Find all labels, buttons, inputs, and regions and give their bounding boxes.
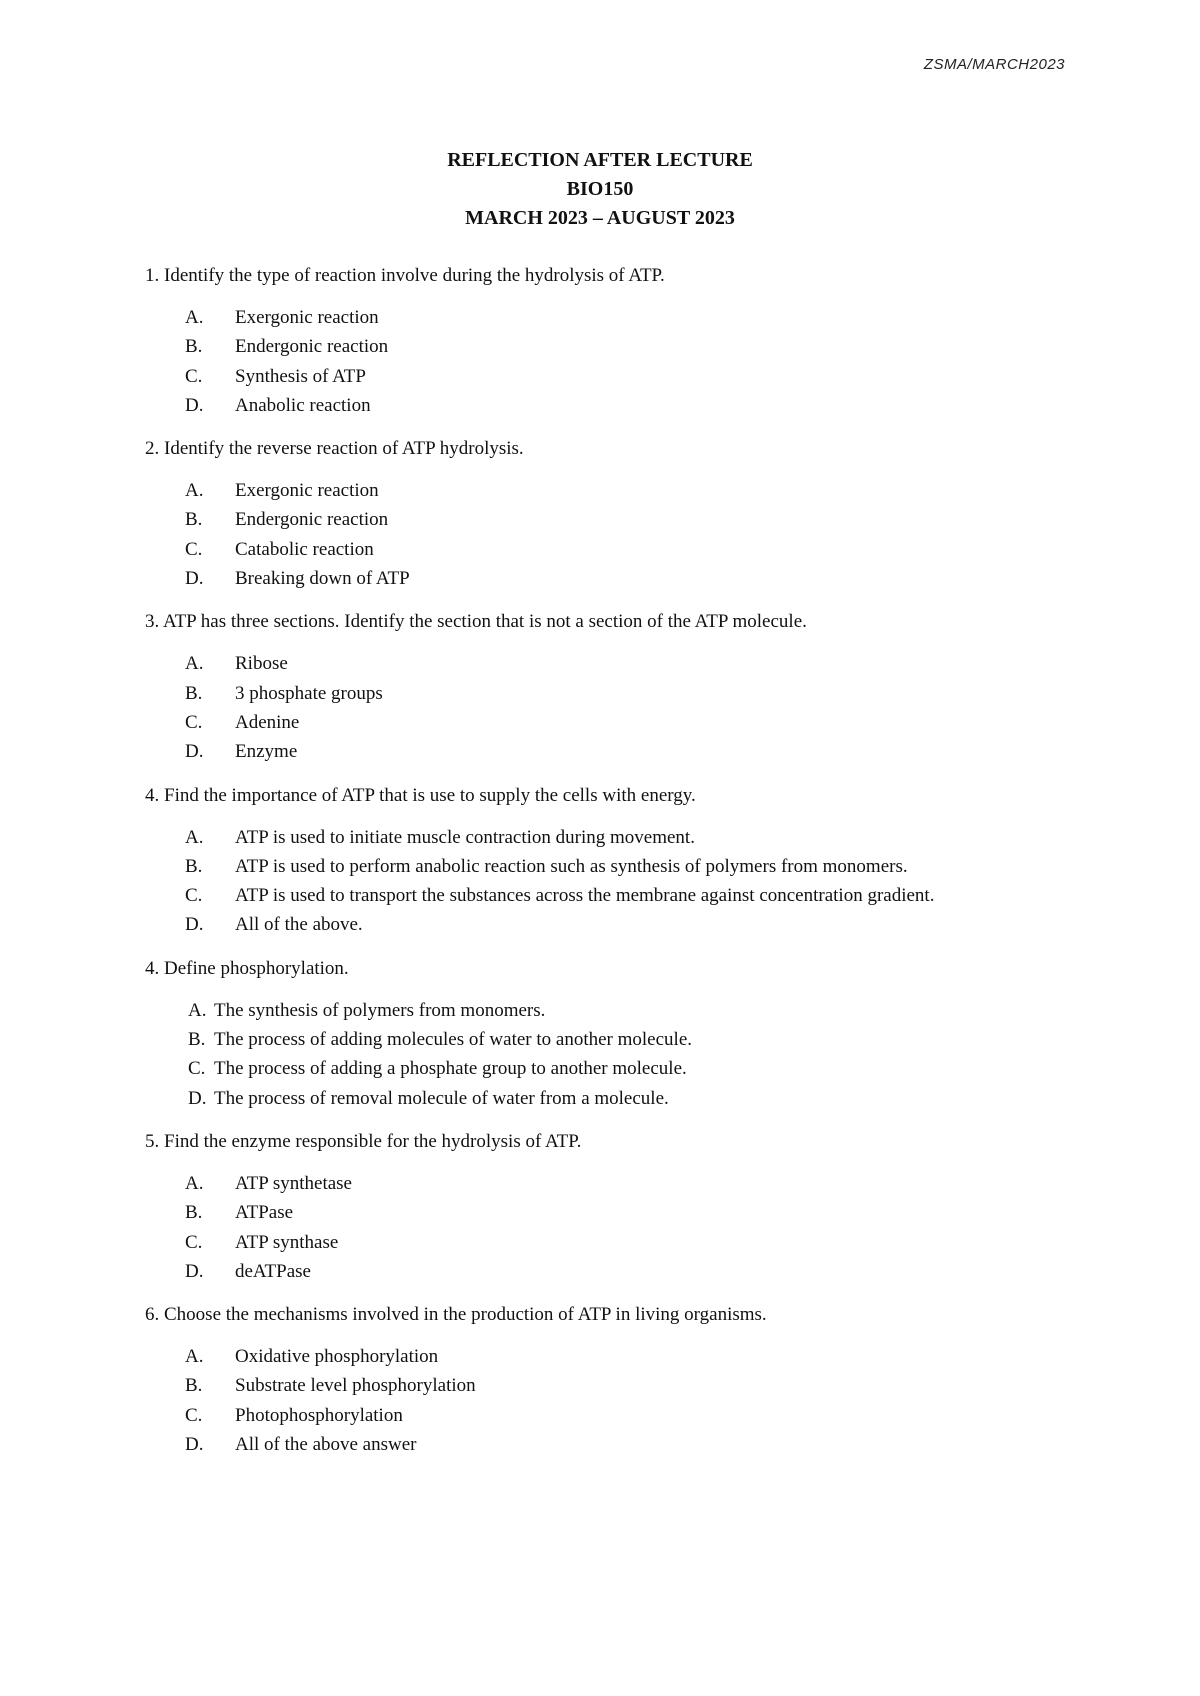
option-text: Exergonic reaction bbox=[235, 480, 379, 502]
option-b bbox=[145, 505, 1085, 534]
option-text: ATP is used to perform anabolic reaction such as synthesis of polymers from monomers. bbox=[235, 855, 908, 877]
option-text: 3 phosphate groups bbox=[235, 682, 383, 704]
option-text: ATP synthetase bbox=[235, 1172, 352, 1194]
option-text: Enzyme bbox=[235, 741, 298, 763]
option-letter: C. bbox=[185, 885, 203, 907]
question-5 bbox=[145, 1130, 1085, 1286]
option-text: Synthesis of ATP bbox=[235, 365, 366, 387]
option-b bbox=[145, 1025, 1085, 1054]
option-d bbox=[145, 1430, 1085, 1459]
option-letter: A. bbox=[185, 1346, 204, 1368]
option-c bbox=[145, 1054, 1085, 1083]
question-text: 4. Define phosphorylation. bbox=[145, 957, 349, 979]
question-4 bbox=[145, 784, 1085, 940]
option-b bbox=[145, 679, 1085, 708]
option-a bbox=[145, 823, 1085, 852]
question-text: 5. Find the enzyme responsible for the hydrolysis of ATP. bbox=[145, 1130, 582, 1152]
option-letter: B. bbox=[185, 509, 203, 531]
option-text: The process of adding molecules of water to another molecule. bbox=[214, 1029, 692, 1051]
option-b bbox=[145, 332, 1085, 361]
option-letter: B. bbox=[185, 682, 203, 704]
option-text: The synthesis of polymers from monomers. bbox=[214, 999, 546, 1021]
question-3 bbox=[145, 610, 1085, 766]
option-list bbox=[145, 1169, 1085, 1286]
option-text: deATPase bbox=[235, 1260, 311, 1282]
option-letter: A. bbox=[185, 826, 204, 848]
option-text: Photophosphorylation bbox=[235, 1404, 403, 1426]
option-text: Breaking down of ATP bbox=[235, 568, 410, 590]
question-text: 2. Identify the reverse reaction of ATP hydrolysis. bbox=[145, 438, 524, 460]
option-a bbox=[145, 996, 1085, 1025]
option-text: Exergonic reaction bbox=[235, 307, 379, 328]
question-text: 4. Find the importance of ATP that is use to supply the cells with energy. bbox=[145, 784, 696, 806]
option-letter: C. bbox=[185, 1231, 203, 1253]
option-letter: C. bbox=[188, 1058, 206, 1080]
option-text: The process of adding a phosphate group to another molecule. bbox=[214, 1058, 687, 1080]
document-code: ZSMA/MARCH2023 bbox=[923, 56, 1065, 73]
question-text: 6. Choose the mechanisms involved in the production of ATP in living organisms. bbox=[145, 1304, 767, 1326]
option-text: Ribose bbox=[235, 653, 288, 675]
option-letter: D. bbox=[185, 1260, 204, 1282]
option-letter: D. bbox=[185, 568, 204, 590]
option-list bbox=[145, 996, 1085, 1113]
option-letter: D. bbox=[185, 741, 204, 763]
option-a bbox=[145, 649, 1085, 678]
title-line-3: MARCH 2023 – AUGUST 2023 bbox=[465, 207, 735, 229]
title-line-2: BIO150 bbox=[566, 178, 634, 200]
option-letter: C. bbox=[185, 1404, 203, 1426]
option-b bbox=[145, 1198, 1085, 1227]
option-c bbox=[145, 881, 1085, 910]
option-list bbox=[145, 823, 1085, 940]
question-2 bbox=[145, 437, 1085, 593]
option-letter: B. bbox=[185, 1202, 203, 1224]
option-c bbox=[145, 708, 1085, 737]
option-text: All of the above. bbox=[235, 914, 363, 936]
option-letter: B. bbox=[188, 1029, 206, 1051]
option-text: Oxidative phosphorylation bbox=[235, 1346, 439, 1368]
option-text: ATPase bbox=[235, 1202, 294, 1224]
option-list bbox=[145, 649, 1085, 766]
question-list bbox=[145, 264, 1085, 1476]
option-text: All of the above answer bbox=[235, 1434, 417, 1456]
option-letter: A. bbox=[185, 480, 204, 502]
option-a bbox=[145, 476, 1085, 505]
option-c bbox=[145, 1228, 1085, 1257]
option-a bbox=[145, 303, 1085, 332]
option-text: The process of removal molecule of water from a molecule. bbox=[214, 1087, 669, 1109]
title-line-1: REFLECTION AFTER LECTURE bbox=[447, 149, 753, 171]
option-letter: A. bbox=[188, 999, 207, 1021]
option-b bbox=[145, 852, 1085, 881]
document-title bbox=[0, 146, 1200, 233]
option-letter: B. bbox=[185, 855, 203, 877]
option-text: Anabolic reaction bbox=[235, 394, 371, 416]
option-list bbox=[145, 476, 1085, 593]
option-text: ATP synthase bbox=[235, 1231, 339, 1253]
option-letter: B. bbox=[185, 1375, 203, 1397]
option-letter: C. bbox=[185, 538, 203, 560]
question-text: 1. Identify the type of reaction involve during the hydrolysis of ATP. bbox=[145, 265, 665, 286]
option-letter: D. bbox=[185, 394, 204, 416]
option-b bbox=[145, 1371, 1085, 1400]
option-a bbox=[145, 1169, 1085, 1198]
option-d bbox=[145, 391, 1085, 420]
option-list bbox=[145, 1342, 1085, 1459]
option-letter: A. bbox=[185, 1172, 204, 1194]
option-letter: B. bbox=[185, 336, 203, 358]
option-letter: D. bbox=[185, 914, 204, 936]
option-text: Endergonic reaction bbox=[235, 509, 389, 531]
option-letter: A. bbox=[185, 653, 204, 675]
option-text: Catabolic reaction bbox=[235, 538, 374, 560]
option-c bbox=[145, 1401, 1085, 1430]
option-text: Endergonic reaction bbox=[235, 336, 389, 358]
option-d bbox=[145, 1257, 1085, 1286]
option-text: ATP is used to initiate muscle contraction during movement. bbox=[235, 826, 695, 848]
question-4b bbox=[145, 957, 1085, 1113]
option-c bbox=[145, 362, 1085, 391]
option-c bbox=[145, 535, 1085, 564]
option-text: Adenine bbox=[235, 711, 300, 733]
question-6 bbox=[145, 1303, 1085, 1459]
question-1 bbox=[145, 264, 1085, 420]
option-letter: D. bbox=[188, 1087, 207, 1109]
option-text: ATP is used to transport the substances across the membrane against concentration gradient. bbox=[235, 885, 935, 907]
option-a bbox=[145, 1342, 1085, 1371]
option-letter: C. bbox=[185, 711, 203, 733]
option-text: Substrate level phosphorylation bbox=[235, 1375, 476, 1397]
option-list bbox=[145, 303, 1085, 420]
question-text: 3. ATP has three sections. Identify the section that is not a section of the ATP molecule. bbox=[145, 611, 807, 633]
option-d bbox=[145, 737, 1085, 766]
option-d bbox=[145, 910, 1085, 939]
option-d bbox=[145, 564, 1085, 593]
option-d bbox=[145, 1084, 1085, 1113]
option-letter: A. bbox=[185, 307, 204, 328]
option-letter: D. bbox=[185, 1434, 204, 1456]
option-letter: C. bbox=[185, 365, 203, 387]
